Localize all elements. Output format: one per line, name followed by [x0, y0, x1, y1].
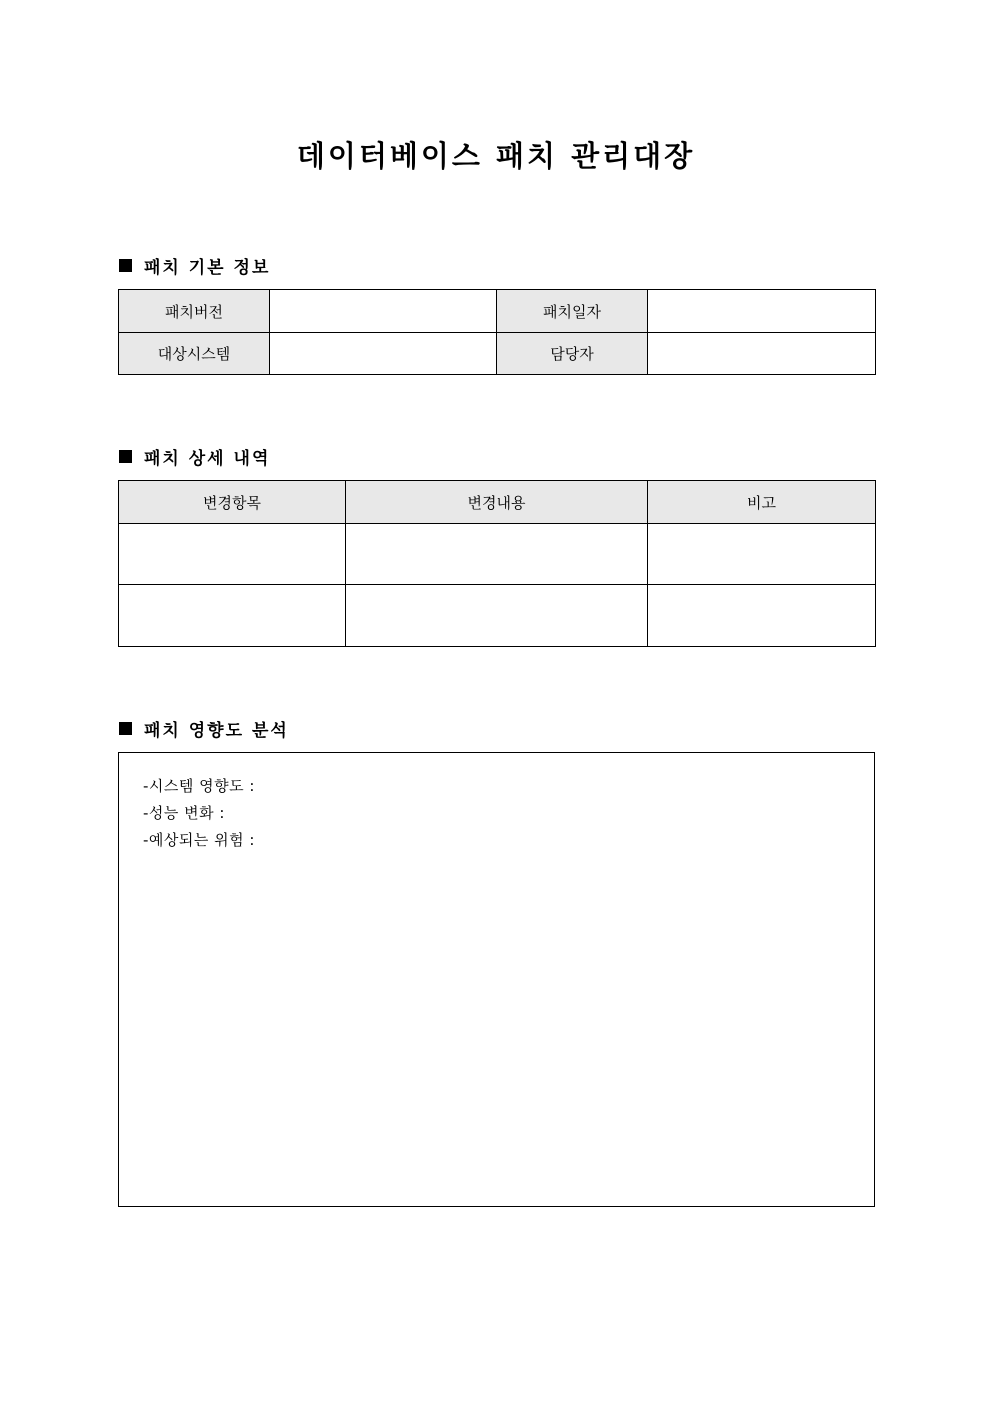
- table-row: [119, 524, 876, 585]
- expected-risk-line: -예상되는 위험 :: [143, 831, 255, 849]
- manager-label: 담당자: [497, 333, 648, 375]
- section-heading-impact: [119, 716, 289, 741]
- section-heading-label: 패치 영향도 분석: [144, 721, 289, 741]
- column-header-change-item: 변경항목: [119, 481, 346, 524]
- change-content-cell[interactable]: [346, 585, 648, 647]
- system-impact-line: -시스템 영향도 :: [143, 777, 255, 795]
- patch-version-label: 패치버전: [119, 290, 270, 333]
- change-content-cell[interactable]: [346, 524, 648, 585]
- square-bullet-icon: [119, 722, 132, 735]
- page-title: 데이터베이스 패치 관리대장: [296, 139, 696, 173]
- table-row: [119, 333, 876, 375]
- impact-analysis-box[interactable]: [118, 752, 875, 1207]
- target-system-field[interactable]: [270, 333, 497, 375]
- square-bullet-icon: [119, 259, 132, 272]
- column-header-change-content: 변경내용: [346, 481, 648, 524]
- remarks-cell[interactable]: [648, 524, 876, 585]
- basic-info-table: [118, 289, 876, 375]
- table-row: [119, 290, 876, 333]
- remarks-cell[interactable]: [648, 585, 876, 647]
- change-item-cell[interactable]: [119, 524, 346, 585]
- target-system-label: 대상시스템: [119, 333, 270, 375]
- column-header-remarks: 비고: [648, 481, 876, 524]
- patch-version-field[interactable]: [270, 290, 497, 333]
- change-item-cell[interactable]: [119, 585, 346, 647]
- details-table: [118, 480, 876, 647]
- patch-date-field[interactable]: [648, 290, 876, 333]
- performance-change-line: -성능 변화 :: [143, 804, 225, 822]
- section-heading-basic-info: [119, 253, 270, 278]
- section-heading-label: 패치 상세 내역: [144, 449, 271, 469]
- square-bullet-icon: [119, 450, 132, 463]
- patch-date-label: 패치일자: [497, 290, 648, 333]
- table-row: [119, 585, 876, 647]
- section-heading-details: [119, 444, 270, 469]
- manager-field[interactable]: [648, 333, 876, 375]
- section-heading-label: 패치 기본 정보: [144, 258, 271, 278]
- table-header-row: [119, 481, 876, 524]
